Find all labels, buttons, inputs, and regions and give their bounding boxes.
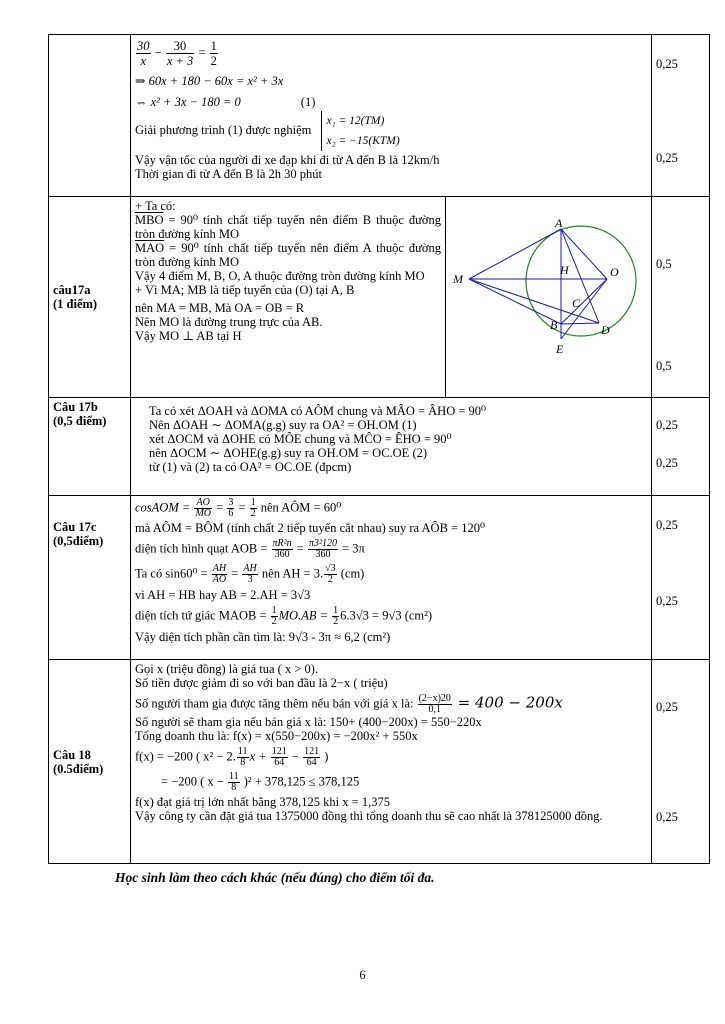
label-b: B [550, 318, 558, 332]
q17b-content [131, 398, 652, 496]
q17b-l3: xét ΔOCM và ΔOHE có MÔE chung và MĈO = ÊHO = 90⁰ [149, 432, 452, 446]
footer-note: Học sinh làm theo cách khác (nếu đúng) cho điểm tối đa. [115, 870, 435, 885]
q16-score-2: 0,25 [656, 151, 678, 165]
row-q18 [49, 660, 710, 864]
q18-l6: f(x) = −200 ( x² − 2. $\frac{11}{8}$ x + $\frac{121}{64}$ − $\frac{121}{64}$ ) [135, 746, 329, 768]
q16-label [49, 35, 131, 197]
line-ma [469, 229, 561, 279]
q16-solve: Giải phương trình (1) được nghiệm x₁ = 12(TM) x₂ = −15(KTM) [135, 111, 647, 151]
q16-roots: x₁ = 12(TM) x₂ = −15(KTM) [321, 111, 400, 151]
q18-label: Câu 18 (0.5điểm) [49, 660, 131, 864]
q17b-l2: Nên ΔOAH ∼ ΔOMA(g.g) suy ra OA² = OH.OM (1) [149, 418, 417, 432]
q18-l5: Tổng doanh thu là: f(x) = x(550−200x) = −200x² + 550x [135, 729, 418, 743]
q16-concl1: Vậy vận tốc của người đi xe đạp khi đi từ A đến B là 12km/h [135, 153, 440, 167]
q17b-score-2: 0,25 [656, 456, 678, 470]
q18-score-2: 0,25 [656, 810, 678, 824]
q17c-l5: vì AH = HB hay AB = 2.AH = 3√3 [135, 588, 311, 602]
q17a-l2: $\overline{MBO} = 90^0$ tính chất tiếp tuyến nên điểm B thuộc đường tròn đường kính MO [135, 213, 441, 241]
q17b-l1: Ta có xét ΔOAH và ΔOMA có AÔM chung và MÂO = ÂHO = 90⁰ [149, 404, 487, 418]
q17c-score-1: 0,25 [656, 518, 678, 532]
q16-eq3: ⇔ x² + 3x − 180 = 0 (1) [135, 95, 316, 109]
q18-l9: Vậy công ty cần đặt giá tua 1375000 đồng thì tổng doanh thu sẽ cao nhất là 378125000 đồng. [135, 809, 603, 823]
label-e: E [556, 342, 564, 356]
q18-l8: f(x) đạt giá trị lớn nhất bằng 378,125 khi x = 1,375 [135, 795, 390, 809]
answer-table [48, 34, 710, 864]
row-q16 [49, 35, 710, 197]
q16-eq2: ⇒ 60x + 180 − 60x = x² + 3x [135, 74, 284, 88]
q17c-l1: cosAOM = $\frac{AO}{MO}$ = $\frac{3}{6}$ = $\frac{1}{2}$ nên AÔM = 60⁰ [135, 497, 342, 519]
q17a-l6: nên MA = MB, Mà OA = OB = R [135, 301, 305, 315]
q17c-l2: mà AÔM = BÔM (tính chất 2 tiếp tuyến cắt nhau) suy ra AÔB = 120⁰ [135, 521, 485, 535]
label-d: D [601, 323, 610, 337]
q16-content [131, 35, 652, 197]
q17c-label: Câu 17c (0,5điểm) [49, 496, 131, 660]
label-c: C [572, 296, 581, 310]
q17c-l7: Vậy diện tích phần cần tìm là: 9√3 - 3π ≈ 6,2 (cm²) [135, 630, 391, 644]
q17a-label: câu17a (1 điểm) [49, 197, 131, 398]
label-h: H [560, 263, 569, 277]
q16-scores [652, 35, 710, 197]
q18-content [131, 660, 652, 864]
q17a-score-1: 0,5 [656, 257, 672, 271]
line-bd [561, 323, 599, 324]
q17c-l3: diện tích hình quạt AOB = $\frac{\text{πR²n}}{360}$ = $\frac{\text{π3²120}}{360}$ = 3π [135, 538, 365, 560]
q18-scores [652, 660, 710, 864]
q17a-l7: Nên MO là đường trung trực của AB. [135, 315, 323, 329]
q16-concl2: Thời gian đi từ A đến B là 2h 30 phút [135, 167, 322, 181]
q17b-l4: nên ΔOCM ∼ ΔOHE(g.g) suy ra OH.OM = OC.OE (2) [149, 446, 428, 460]
q17c-score-2: 0,25 [656, 594, 678, 608]
q18-score-1: 0,25 [656, 700, 678, 714]
q17c-content [131, 496, 652, 660]
geometry-figure [449, 219, 649, 369]
q17a-l3: $\overline{MAO} = 90^0$ tính chất tiếp tuyến nên điểm A thuộc đường tròn đường kính MO [135, 241, 441, 269]
q17a-score-2: 0,5 [656, 359, 672, 373]
q16-eq1: $\frac{30}{x}$ − $\frac{30}{x + 3}$ = $\frac{1}{2}$ [137, 39, 217, 68]
q18-l3: Số người tham gia được tăng thêm nếu bán với giá x là: $\frac{(2-x)20}{0,1}$ = 400 − 200x [135, 693, 563, 715]
q17b-scores [652, 398, 710, 496]
row-q17a [49, 197, 710, 398]
q17a-content [131, 197, 652, 398]
label-a: A [555, 219, 563, 230]
q17b-score-1: 0,25 [656, 418, 678, 432]
figure-lines [469, 229, 607, 339]
q18-l1: Gọi x (triệu đồng) là giá tua ( x > 0). [135, 662, 319, 676]
q18-l4: Số người sẽ tham gia nếu bán giá x là: 150+ (400−200x) = 550−220x [135, 715, 482, 729]
q17c-l6: diện tích tứ giác MAOB = $\frac{1}{2}$ MO.AB = $\frac{1}{2}$ 6.3√3 = 9√3 (cm²) [135, 605, 433, 627]
q18-l2: Số tiền được giảm đi so với ban đầu là 2−x ( triệu) [135, 676, 388, 690]
label-m: M [453, 272, 463, 286]
q17b-l5: từ (1) và (2) ta có OA² = OC.OE (đpcm) [149, 460, 352, 474]
q17c-l4: Ta có sin60⁰ = $\frac{AH}{AO}$ = $\frac{AH}{3}$ nên AH = 3. $\frac{√3}{2}$ (cm) [135, 563, 365, 585]
row-q17c [49, 496, 710, 660]
q17a-l5: + Vì MA; MB là tiếp tuyến của (O) tại A, B [135, 283, 355, 297]
page-number: 6 [359, 968, 366, 982]
row-q17b [49, 398, 710, 496]
q18-l7: = −200 ( x − $\frac{11}{8}$ )² + 378,125 ≤ 378,125 [161, 771, 360, 793]
q17a-l1: + Ta có: [135, 199, 176, 213]
q16-score-1: 0,25 [656, 57, 678, 71]
q17a-l8: Vậy MO ⊥ AB tại H [135, 329, 242, 343]
q17b-label: Câu 17b (0,5 điểm) [49, 398, 131, 496]
q17a-scores [652, 197, 710, 398]
label-o: O [610, 265, 619, 279]
circle-o [526, 226, 636, 336]
q17a-l4: Vậy 4 điểm M, B, O, A thuộc đường tròn đường kính MO [135, 269, 425, 283]
q17c-scores [652, 496, 710, 660]
line-mb [469, 279, 561, 324]
